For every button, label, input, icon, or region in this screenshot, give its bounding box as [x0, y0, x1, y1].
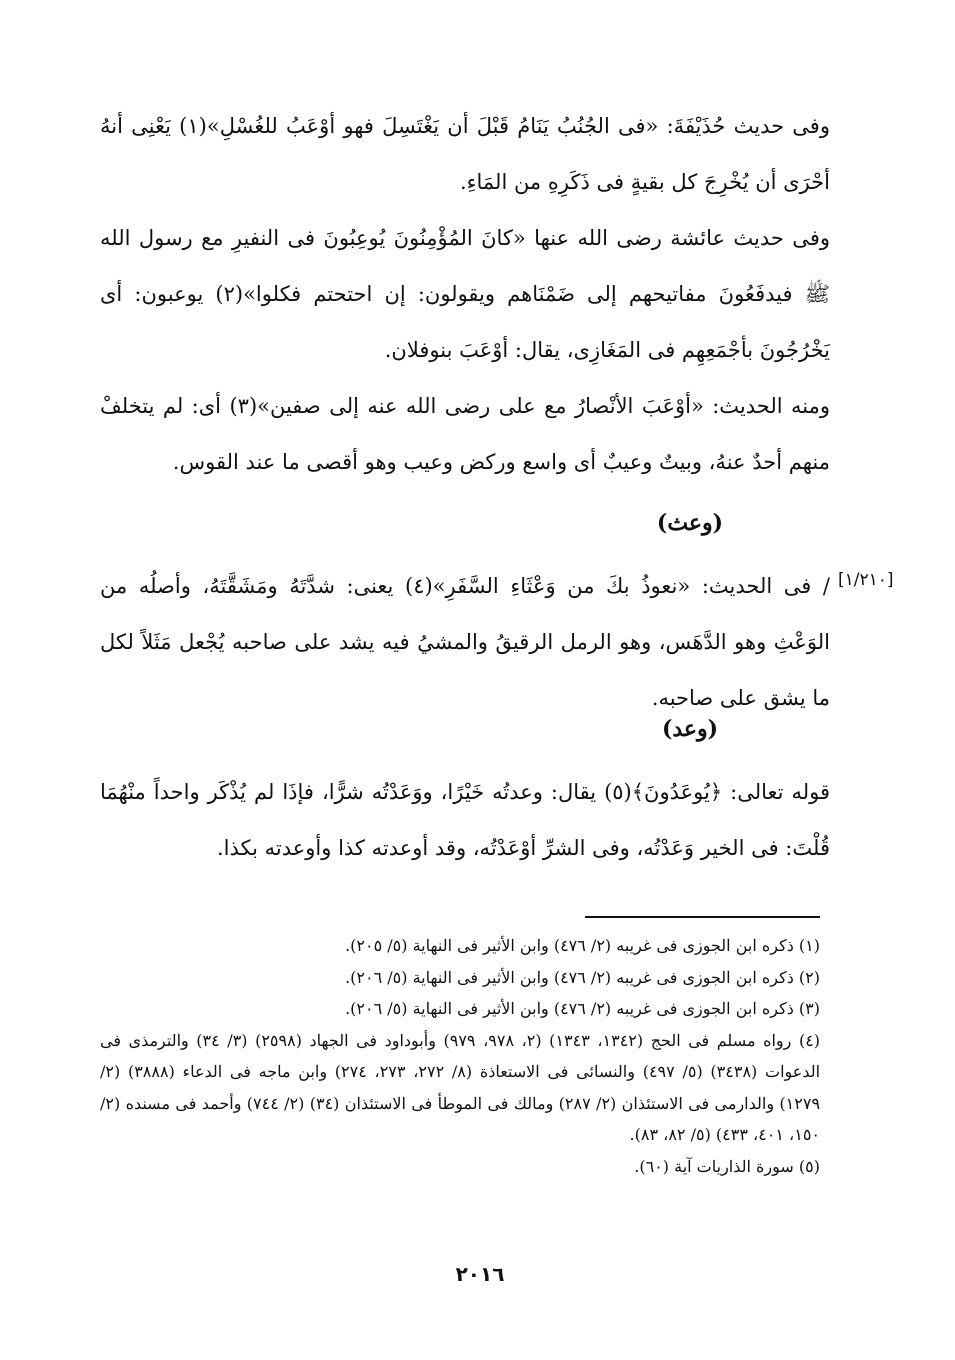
paragraph-waad: قوله تعالى: ﴿يُوعَدُونَ﴾(٥) يقال: وعدتُه خَيْرًا، ووَعَدْتُه شرًّا، فإذَا لم يُذْكَر واحداً منْهُمَا قُلْتَ: فى الخير وَعَدْتُه، وفى الشرِّ أوْعَدْتُه، وقد أوعدته كذا وأوعدته بكذا. [100, 780, 831, 860]
footnote-3: (٣) ذكره ابن الجوزى فى غريبه (٢/ ٤٧٦) وابن الأثير فى النهاية (٥/ ٢٠٦). [345, 999, 820, 1018]
footnote-1: (١) ذكره ابن الجوزى فى غريبه (٢/ ٤٧٦) وابن الأثير فى النهاية (٥/ ٢٠٥). [345, 936, 820, 955]
body-section-top [100, 98, 830, 490]
margin-reference: [١/٢١٠] [838, 570, 894, 590]
body-section-waad [100, 764, 830, 876]
entry-heading-waad: (وعد) [661, 716, 719, 742]
paragraph-aisha: وفى حديث عائشة رضى الله عنها «كانَ المُؤْمِنُونَ يُوعِبُونَ فى النفيرِ مع رسول الله ﷺ فيدفَعُونَ مفاتيحهم إلى ضَمْنَاهم ويقولون: إن احتحتم فكلوا»(٢) يوعبون: أى يَخْرُجُونَ بأجْمَعِهِم فى المَغَازِى، يقال: أوْعَبَ بنوفلان. [100, 226, 830, 362]
paragraph-waath: / فى الحديث: «نعوذُ بكَ من وَعْثَاءِ السَّفَرِ»(٤) يعنى: شدَّتَهُ ومَشَقَّتَهُ، وأصلُه من الوَعْثِ وهو الدَّهَس، وهو الرمل الرقيقُ والمشيُ فيه يشد على صاحبه يُجْعل مَثَلاً لكل ما يشق على صاحبه. [100, 574, 831, 710]
footnote-2: (٢) ذكره ابن الجوزى فى غريبه (٢/ ٤٧٦) وابن الأثير فى النهاية (٥/ ٢٠٦). [345, 967, 820, 987]
entry-heading-waath: (وعث) [656, 510, 724, 536]
footnote-separator [585, 916, 820, 918]
footnotes [100, 930, 820, 1182]
footnote-4: (٤) رواه مسلم فى الحج (١٣٤٢، ١٣٤٣) (٢، ٩٧٨، ٩٧٩) وأبوداود فى الجهاد (٢٥٩٨) (٣/ ٣٤) والترمذى فى الدعوات (٣٤٣٨) (٥/ ٤٩٧) والنسائى فى الاستعاذة (٨/ ٢٧٢، ٢٧٣، ٢٧٤) وابن ماجه فى الدعاء (٣٨٨٨) (٢/ ١٢٧٩) والدارمى فى الاستئذان (٢/ ٢٨٧) ومالك فى الموطأ فى الاستئذان (٣٤) (٢/ ٧٤٤) وأحمد فى مسنده (٢/ ١٥٠، ٤٠١، ٤٣٣) (٥/ ٨٢، ٨٣). [100, 1030, 821, 1144]
body-section-waath [100, 558, 830, 726]
paragraph-hudhayfa: وفى حديث حُذَيْفَةَ: «فى الجُنُبُ يَنَامُ قَبْلَ أن يَغْتَسِلَ فهو أوْعَبُ للغُسْلِ»(١) يَعْنِى أنهُ أحْرَى أن يُخْرِجَ كل بقيةٍ فى ذَكَرِهِ من المَاءِ. [100, 114, 830, 194]
page-number: ٢٠١٦ [455, 1262, 505, 1286]
footnote-5: (٥) سورة الذاريات آية (٦٠). [634, 1156, 820, 1176]
paragraph-ansar: ومنه الحديث: «أوْعَبَ الأنْصارُ مع على رضى الله عنه إلى صفين»(٣) أى: لم يتخلفْ منهم أحدٌ عنهُ، وبيتٌ وعيبٌ أى واسع وركض وعيب وهو أقصى ما عند القوس. [100, 394, 831, 474]
